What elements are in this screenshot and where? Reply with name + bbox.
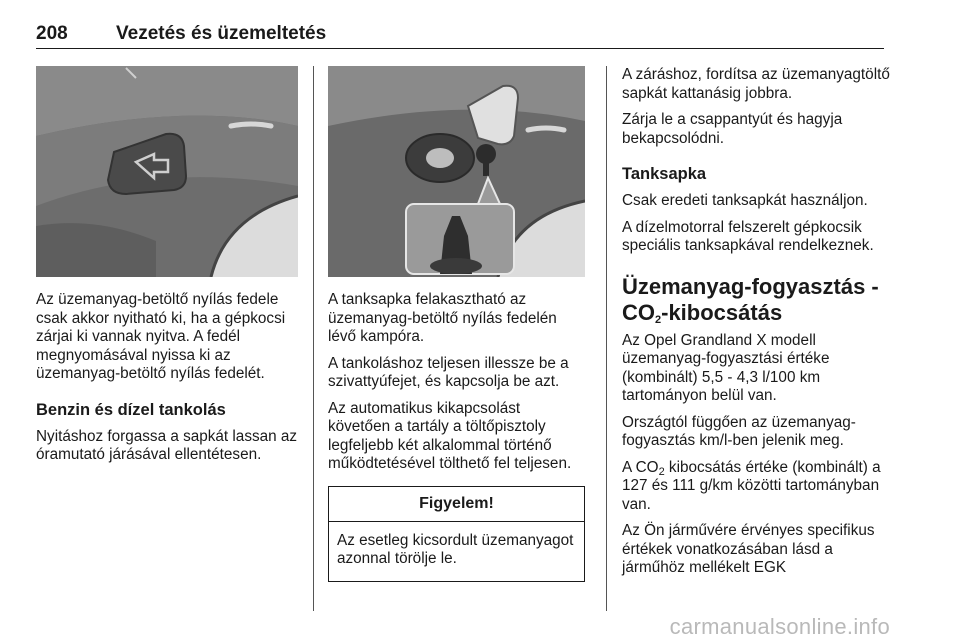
heading-part: -kibocsátás [661,299,783,325]
paragraph: Zárja le a csappantyút és hagyja bekapcsolódni. [622,111,843,147]
text-part: kibocsátás értéke (kombinált) a 127 és 111 g/km közötti tartományban van. [622,458,881,513]
heading-part: Üzemanyag-fogyasztás - [622,273,879,299]
page-number: 208 [36,23,68,44]
section-heading: Benzin és dízel tankolás [36,400,226,419]
main-heading [622,274,890,326]
paragraph: A dízelmotorral felszerelt gépkocsik speciális tanksapkával rendelkeznek. [622,218,874,254]
column-divider [313,66,314,611]
notice-box [328,486,585,582]
paragraph: A záráshoz, fordítsa az üzemanyagtöltő sapkát kattanásig jobbra. [622,66,890,102]
notice-title: Figyelem! [329,487,584,522]
paragraph: Országtól függően az üzemanyag-fogyasztás km/l-ben jelenik meg. [622,413,856,449]
paragraph: Csak eredeti tanksapkát használjon. [622,192,868,209]
paragraph: Az Ön járművére érvényes specifikus értékek vonatkozásában lásd a járműhöz mellékelt EGK [622,522,875,576]
paragraph: A tankoláshoz teljesen illessze be a szivattyúfejet, és kapcsolja be azt. [328,354,569,390]
paragraph: Az esetleg kicsordult üzemanyagot azonnal törölje le. [337,531,574,567]
fuel-flap-photo [36,66,298,277]
subscript: 2 [658,465,665,478]
column-divider [606,66,607,611]
section-heading: Tanksapka [622,165,707,183]
notice-body [329,522,584,581]
text-part: A CO [622,458,659,476]
watermark-link[interactable]: carmanualsonline.info [669,614,890,639]
page-title: Vezetés és üzemeltetés [116,23,327,44]
paragraph: Az automatikus kikapcsolást követően a tartály a töltőpisztoly legfeljebb két alkalommal történő működtetésével tölthető fel teljesen. [328,399,572,472]
column-2 [328,66,585,582]
column-3 [622,66,890,586]
paragraph: Az Opel Grandland X modell üzemanyag-fogyasztási értéke (kombinált) 5,5 - 4,3 l/100 km tartományon belül van. [622,331,830,404]
heading-part: CO [622,299,655,325]
paragraph: Nyitáshoz forgassa a sapkát lassan az óramutató járásával ellentétesen. [36,427,298,463]
page-header [36,10,884,50]
paragraph: A tanksapka felakasztható az üzemanyag-betöltő nyílás fedelén lévő kampóra. [328,291,557,345]
column-1 [36,66,298,473]
subscript: 2 [655,313,662,326]
fuel-cap-photo [328,66,585,277]
header-rule [36,48,884,49]
paragraph: Az üzemanyag-betöltő nyílás fedele csak akkor nyitható ki, ha a gépkocsi zárjai ki vannak nyitva. A fedél megnyomásával nyissa ki az üzemanyag-betöltő nyílás fedelét. [36,291,286,382]
paragraph [622,459,890,515]
